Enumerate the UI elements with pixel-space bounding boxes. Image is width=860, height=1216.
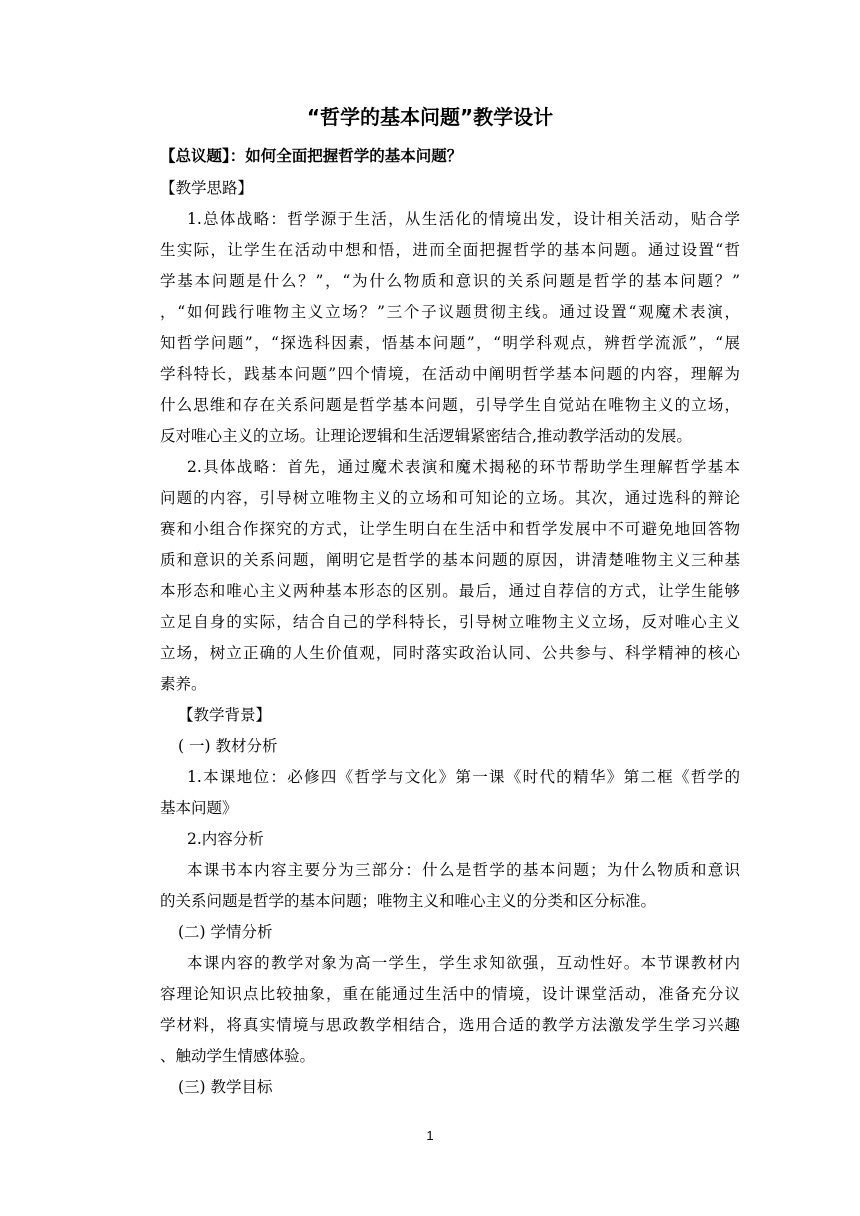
paragraph-line: 生实际，让学生在活动中想和悟，进而全面把握哲学的基本问题。通过设置“哲: [160, 241, 740, 259]
paragraph-line: 素养。: [160, 675, 207, 693]
paragraph-line: 本形态和唯心主义两种基本形态的区别。最后，通过自荐信的方式，让学生能够: [160, 582, 740, 600]
main-topic-line: 【总议题】：如何全面把握哲学的基本问题？: [160, 147, 463, 165]
subsection-item-content-analysis: 2.内容分析: [187, 830, 264, 848]
page-number: 1: [426, 1128, 434, 1143]
subsection-heading-learner-analysis: (二) 学情分析: [178, 923, 273, 941]
paragraph-line: 赛和小组合作探究的方式，让学生明白在生活中和哲学发展中不可避免地回答物: [160, 520, 740, 538]
paragraph-line: 本课内容的教学对象为高一学生，学生求知欲强，互动性好。本节课教材内: [187, 954, 740, 972]
section-heading-teaching-background: 【教学背景】: [178, 706, 272, 724]
document-title: “哲学的基本问题”教学设计: [306, 105, 554, 129]
paragraph-line: 质和意识的关系问题，阐明它是哲学的基本问题的原因，讲清楚唯物主义三种基: [160, 551, 740, 569]
paragraph-line: 问题的内容，引导树立唯物主义的立场和可知论的立场。其次，通过选科的辩论: [160, 489, 740, 507]
paragraph-line: 、触动学生情感体验。: [160, 1047, 316, 1065]
paragraph-line: 什么思维和存在关系问题是哲学基本问题，引导学生自觉站在唯物主义的立场，: [160, 396, 740, 414]
paragraph-line: 立场，树立正确的人生价值观，同时落实政治认同、公共参与、科学精神的核心: [160, 644, 740, 662]
paragraph-line: 学基本问题是什么？”，“为什么物质和意识的关系问题是哲学的基本问题？”: [160, 272, 740, 290]
paragraph-line: 学材料，将真实情境与思政教学相结合，选用合适的教学方法激发学生学习兴趣: [160, 1016, 740, 1034]
paragraph-line: 基本问题》: [160, 799, 238, 817]
paragraph-line: 本课书本内容主要分为三部分：什么是哲学的基本问题；为什么物质和意识: [187, 861, 740, 879]
paragraph-line: 立足自身的实际，结合自己的学科特长，引导树立唯物主义立场，反对唯心主义: [160, 613, 740, 631]
subsection-heading-teaching-objectives: (三) 教学目标: [178, 1078, 273, 1096]
paragraph-line: 知哲学问题”，“探选科因素，悟基本问题”，“明学科观点，辨哲学流派”，“展: [160, 334, 740, 352]
paragraph-line: ，“如何践行唯物主义立场？”三个子议题贯彻主线。通过设置“观魔术表演，: [160, 303, 740, 321]
paragraph-line: 1.本课地位：必修四《哲学与文化》第一课《时代的精华》第二框《哲学的: [187, 768, 740, 786]
paragraph-line: 的关系问题是哲学的基本问题；唯物主义和唯心主义的分类和区分标准。: [160, 892, 657, 910]
subsection-heading-textbook-analysis: ( 一) 教材分析: [178, 737, 278, 755]
section-heading-teaching-approach: 【教学思路】: [160, 179, 254, 197]
paragraph-line: 学科特长，践基本问题”四个情境，在活动中阐明哲学基本问题的内容，理解为: [160, 365, 740, 383]
paragraph-line: 反对唯心主义的立场。让理论逻辑和生活逻辑紧密结合,推动教学活动的发展。: [160, 427, 692, 445]
paragraph-line: 1.总体战略：哲学源于生活，从生活化的情境出发，设计相关活动，贴合学: [187, 210, 740, 228]
paragraph-line: 容理论知识点比较抽象，重在能通过生活中的情境，设计课堂活动，准备充分议: [160, 985, 740, 1003]
paragraph-line: 2.具体战略：首先，通过魔术表演和魔术揭秘的环节帮助学生理解哲学基本: [187, 458, 740, 476]
